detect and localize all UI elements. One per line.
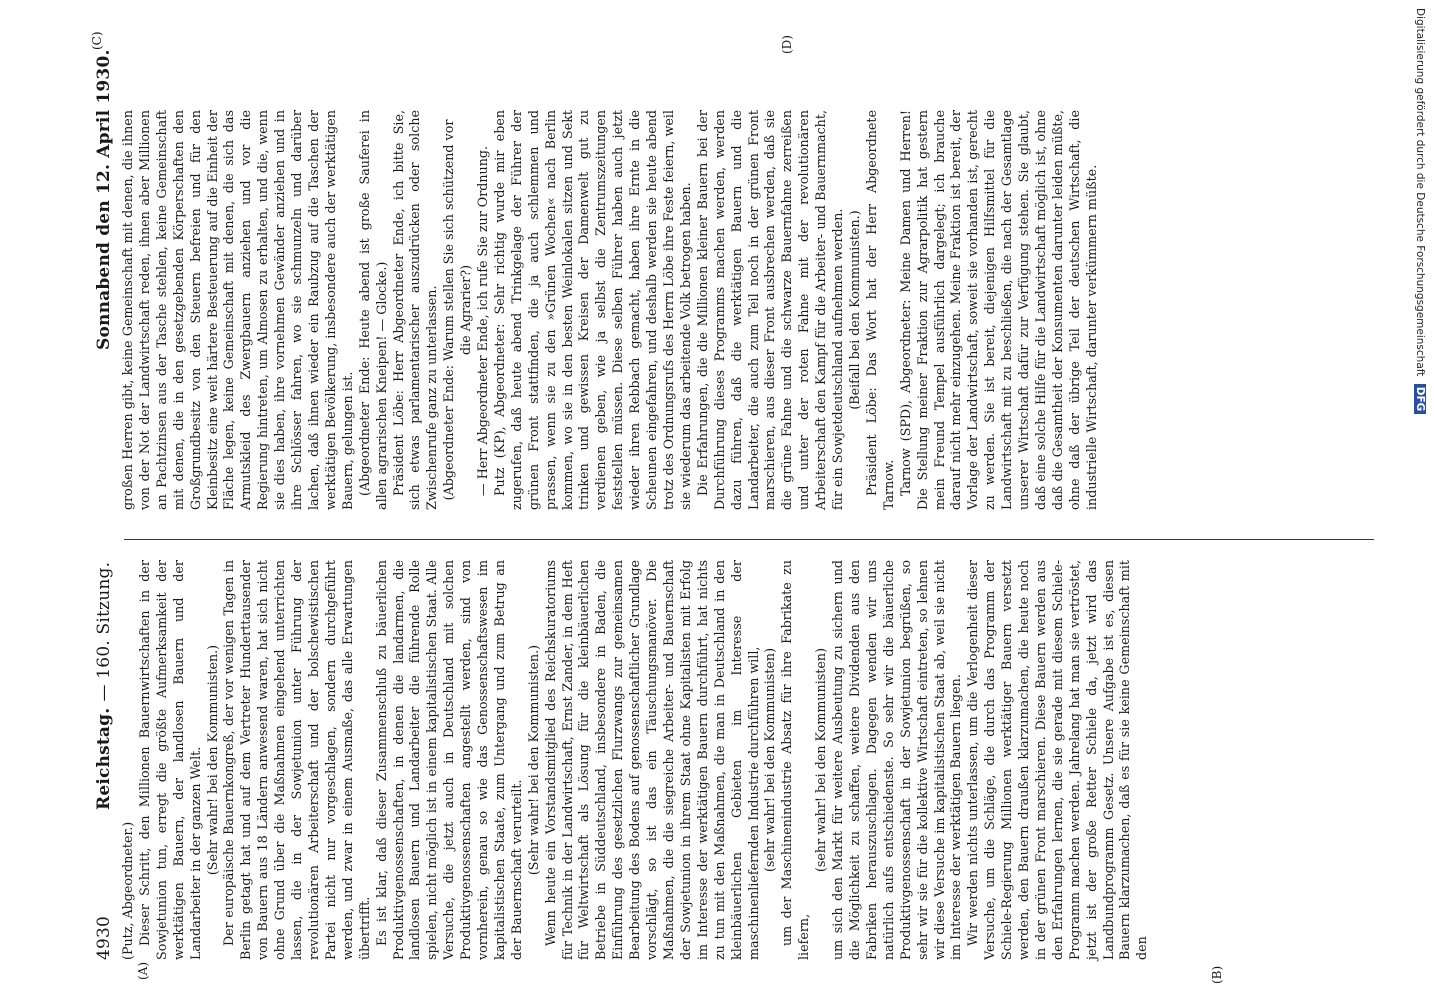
dfg-logo: DFG: [1414, 384, 1426, 415]
paragraph: (Sehr wahr! bei den Kommunisten.): [525, 644, 541, 876]
document-page: [80, 20, 1400, 984]
margin-letter-a: (A): [136, 961, 150, 980]
paragraph: um sich den Markt für weitere Ausbeutung zu sichern und die Möglichkeit zu schaffen, weitere Dividenden aus den Fabriken herauszuschlagen. Dagegen wenden wir uns natürlich aufs entschiedenste. So sehr wir die bäuerliche Produktivgenossenschaft in der Sowjetunion begrüßen, so sehr wir sie für die kollektive Wirtschaft eintreten, so lehnen wir diese Versuche im kapitalistischen Staat ab, weil sie nicht im Interesse der werktätigen Bauern liegen.: [830, 560, 964, 960]
paragraph: Dieser Schritt, den Millionen Bauernwirtschaften in der Sowjetunion tun, erregt die größte Aufmerksamkeit der werktätigen Bauern, der landlosen Bauern und der Landarbeiter in der ganzen Welt.: [136, 560, 203, 960]
digitization-text: Digitalisierung gefördert durch die Deutsche Forschungsgemeinschaft: [1414, 8, 1426, 377]
paragraph: (Putz, Abgeordneter.): [120, 821, 135, 960]
body-name: Reichstag.: [94, 707, 114, 810]
paragraph: Tarnow (SPD), Abgeordneter: Meine Damen und Herren! Die Stellung meiner Fraktion zur Agrarpolitik hat gestern mein Freund Tempel ausführlich dargelegt; ich brauche darauf nicht mehr einzugehen. Meine Fraktion ist bereit, der Vorlage der Landwirtschaft, soweit sie vorhanden ist, gerecht zu werden. Sie ist bereit, diejenigen Hilfsmittel für die Landwirtschaft mit zu beschließen, die nach der Gesamtlage unserer Wirtschaft dafür zur Verfügung stehen. Sie glaubt, daß eine solche Hilfe für die Landwirtschaft möglich ist, ohne daß die Gesamtheit der Konsumenten darunter leiden müßte, ohne daß der übrige Teil der deutschen Wirtschaft, die industrielle Wirtschaft, darunter verkümmern müßte.: [897, 110, 1099, 510]
paragraph: (Sehr wahr! bei den Kommunisten.): [204, 644, 220, 876]
paragraph: (Abgeordneter Ende: Warum stellen Sie sich schützend vor die Agrarier?): [441, 119, 474, 501]
session-date: Sonnabend den 12. April 1930.: [94, 49, 114, 350]
paragraph: Der europäische Bauernkongreß, der vor wenigen Tagen in Berlin getagt hat und auf dem Vertreter Hunderttausender von Bauern aus 18 Ländern anwesend waren, hat sich nicht ohne Grund über die Maßnahmen eingehend unterrichten lassen, die in der Sowjetunion unter Führung der revolutionären Arbeiterschaft und der bolschewistischen Partei nicht nur vorgeschlagen, sondern durchgeführt werden, und zwar in einem Ausmaße, das alle Erwartungen übertrifft.: [221, 560, 372, 960]
paragraph: Wenn heute ein Vorstandsmitglied des Reichskuratoriums für Technik in der Landwirtschaft, Ernst Zander, in dem Heft für Weltwirtschaft als Lösung für die kleinbäuerlichen Betriebe in Süddeutschland, insbesondere in Baden, die Einführung des gesetzlichen Flurzwangs zur gemeinsamen Bearbeitung des Bodens auf genossenschaftlicher Grundlage vorschlägt, so ist das ein Täuschungsmanöver. Die Maßnahmen, die die siegreiche Arbeiter- und Bauernschaft der Sowjetunion in ihrem Staat ohne Kapitalisten mit Erfolg im Interesse der werktätigen Bauern durchführt, hat nichts zu tun mit den Maßnahmen, die man in Deutschland in den kleinbäuerlichen Gebieten im Interesse der maschinenliefernden Industrie durchführen will,: [542, 560, 761, 960]
paragraph: Wir werden nichts unterlassen, um die Verlogenheit dieser Versuche, um die Schläge, die durch das Programm der Schiele-Regierung Millionen werktätiger Bauern versetzt werden, den Bauern draußen klarzumachen, die heute noch in der grünen Front marschieren. Diese Bauern werden aus den Erfahrungen lernen, die sie gerade mit diesem Schiele-Programm machen werden. Jahrelang hat man sie vertröstet, jetzt ist der große Retter Schiele da, jetzt wird das Landbundprogramm Gesetz. Unsere Aufgabe ist es, diesen Bauern klarzumachen, daß es für sie keine Gemeinschaft mit den: [965, 560, 1150, 960]
paragraph: um der Maschinenindustrie Absatz für ihre Fabrikate zu liefern,: [779, 560, 812, 960]
digitization-note: [1414, 8, 1426, 414]
running-title: [94, 562, 114, 810]
paragraph: (Beifall bei den Kommunisten.): [846, 210, 862, 410]
page-header: [90, 40, 118, 960]
margin-letter-b: (B): [1210, 965, 1224, 984]
paragraph: (sehr wahr! bei den Kommunisten): [762, 647, 778, 873]
page-number: 4930: [94, 915, 114, 960]
paragraph: Die Erfahrungen, die die Millionen kleiner Bauern bei der Durchführung dieses Programms machen werden, werden dazu führen, daß die werktätigen Bauern und die Landarbeiter, die auch zum Teil noch in der grünen Front marschieren, aus dieser Front ausbrechen werden, daß sie die grüne Fahne und die schwarze Bauernfahne zerreißen und unter der roten Fahne mit der revolutionären Arbeiterschaft den Kampf für die Arbeiter- und Bauernmacht, für ein Sowjetdeutschland aufnehmen werden.: [694, 110, 846, 510]
paragraph: Putz (KP), Abgeordneter: Sehr richtig wurde mir eben zugerufen, daß heute abend Trinkgelage der Führer der grünen Front stattfinden, die ja auch schlemmen und prassen, wenn sie zu den »Grünen Wochen« nach Berlin kommen, wo sie in den besten Weinlokalen sitzen und Sekt trinken und gewissen Kreisen der Damenwelt gut zu verdienen geben, wie ja selbst die Zentrumszeitungen feststellen müssen. Diese selben Führer haben auch jetzt wieder ihren Rebbach gemacht, haben ihre Ernte in die Scheunen eingefahren, und deshalb werden sie heute abend trotz des Ordnungsrufs des Herrn Löbe ihre Feste feiern, weil sie wiederum das arbeitende Volk betrogen haben.: [491, 110, 693, 510]
right-column: [120, 110, 1101, 510]
paragraph: Präsident Löbe: Das Wort hat der Herr Abgeordnete Tarnow.: [863, 110, 896, 510]
margin-letter-d: (D): [780, 35, 794, 54]
session-label: — 160. Sitzung.: [94, 561, 114, 702]
column-divider: [124, 539, 1374, 540]
margin-letter-c: (C): [90, 31, 104, 50]
paragraph: — Herr Abgeordneter Ende, ich rufe Sie zur Ordnung.: [475, 145, 491, 496]
paragraph: Es ist klar, daß dieser Zusammenschluß zu bäuerlichen Produktivgenossenschaften, in denen die landarmen, die landlosen Bauern und Landarbeiter die führende Rolle spielen, nicht möglich ist in einem kapitalistischen Staat. Alle Versuche, die jetzt auch in Deutschland mit solchen Produktivgenossenschaften angestellt werden, sind von vornherein, genau so wie das Genossenschaftswesen im kapitalistischen Staate, zum Untergang und zum Betrug an der Bauernschaft verurteilt.: [373, 560, 524, 960]
paragraph: Präsident Löbe: Herr Abgeordneter Ende, ich bitte Sie, sich etwas parlamentarischer auszudrücken oder solche Zwischenrufe ganz zu unterlassen.: [390, 110, 440, 510]
paragraph: (Abgeordneter Ende: Heute abend ist große Sauferei in allen agrarischen Kneipen! — Glocke.): [356, 110, 389, 510]
paragraph: großen Herren gibt, keine Gemeinschaft mit denen, die ihnen von der Not der Landwirtschaft reden, ihnen aber Millionen an Pachtzinsen aus der Tasche stehlen, keine Gemeinschaft mit denen, die in den gesetzgebenden Körperschaften den Großgrundbesitz von den Steuern befreien und für den Kleinbesitz eine weit härtere Besteuerung auf die Einheit der Fläche legen, keine Gemeinschaft mit denen, die sich das Armutskleid des Zwergbauern anziehen und vor die Regierung hintreten, um Almosen zu erhalten, und die, wenn sie dies haben, ihre vornehmen Gewänder anziehen und in ihre Schlösser fahren, wo sie schmunzeln und darüber lachen, daß ihnen wieder ein Raubzug auf die Taschen der werktätigen Bevölkerung, insbesondere auch der werktätigen Bauern, gelungen ist.: [120, 110, 355, 510]
paragraph: (sehr wahr! bei den Kommunisten): [813, 647, 829, 873]
left-column: [120, 560, 1151, 960]
